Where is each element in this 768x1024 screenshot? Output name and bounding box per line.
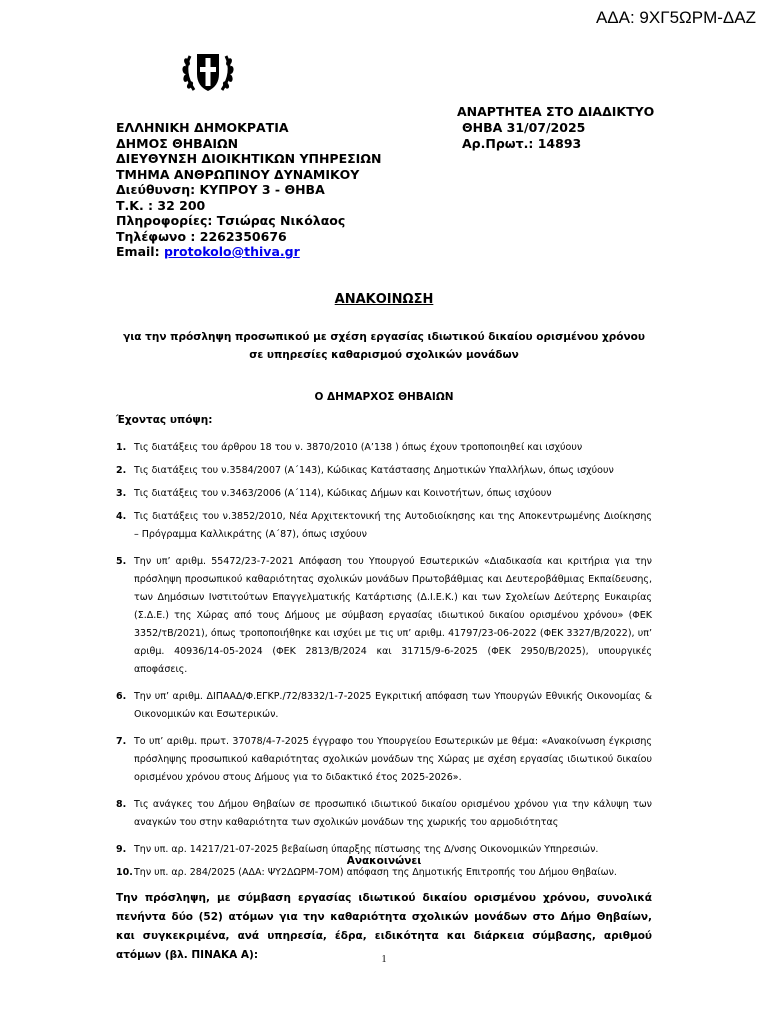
list-item-text: Την υπ. αρ. 14217/21-07-2025 βεβαίωση ύπαρξης πίστωσης της Δ/νσης Οικονομικών Υπηρεσιών. — [134, 844, 599, 855]
list-item-number: 8. — [116, 799, 127, 810]
list-item — [116, 508, 652, 544]
announces-heading: Ανακοινώνει — [346, 855, 422, 867]
list-item — [116, 796, 652, 832]
list-item — [116, 485, 652, 503]
list-item-text: Την υπ’ αριθμ. ΔΙΠΑΑΔ/Φ.ΕΓΚΡ./72/8332/1-7-2025 Εγκριτική απόφαση των Υπουργών Εθνικής Οικονομίας & Οικονομικών και Εσωτερικών. — [134, 691, 652, 720]
list-item — [116, 688, 652, 724]
posting-info — [457, 104, 654, 152]
list-item-text: Τις διατάξεις του ν.3463/2006 (Α΄114), Κώδικας Δήμων και Κοινοτήτων, όπως ισχύουν — [134, 488, 552, 499]
list-item-text: Τις διατάξεις του ν.3584/2007 (Α΄143), Κώδικας Κατάστασης Δημοτικών Υπαλλήλων, όπως ισχύουν — [134, 465, 614, 476]
posting-notice: ΑΝΑΡΤΗΤΕΑ ΣΤΟ ΔΙΑΔΙΚΤΥΟ — [457, 104, 655, 119]
coat-of-arms-icon — [180, 48, 236, 96]
header-contact-person: Πληροφορίες: Τσιώρας Νικόλαος — [116, 213, 346, 228]
list-item-number: 4. — [116, 511, 127, 522]
list-item — [116, 439, 652, 457]
ada-code: ΑΔΑ: 9ΧΓ5ΩΡΜ-ΔΑΖ — [595, 8, 756, 27]
header-email-line — [116, 244, 381, 260]
announcement-body: Την πρόσληψη, με σύμβαση εργασίας ιδιωτικού δικαίου ορισμένου χρόνου, συνολικά πενήντα δύο (52) ατόμων για την καθαριότητα σχολικών μονάδων στο Δήμο Θηβαίων, και συγκεκριμένα, ανά υπηρεσία, έδρα, ειδικότητα και διάρκεια σύμβασης, αριθμού ατόμων (βλ. ΠΙΝΑΚΑ Α): — [116, 892, 652, 961]
list-item — [116, 462, 652, 480]
issuer-heading: Ο ΔΗΜΑΡΧΟΣ ΘΗΒΑΙΩΝ — [314, 391, 454, 403]
considering-heading: Έχοντας υπόψη: — [116, 414, 213, 426]
header-department: ΤΜΗΜΑ ΑΝΘΡΩΠΙΝΟΥ ΔΥΝΑΜΙΚΟΥ — [116, 166, 360, 182]
page-number: 1 — [381, 954, 387, 965]
list-item-number: 2. — [116, 465, 127, 476]
sender-header — [116, 120, 381, 260]
document-subtitle: για την πρόσληψη προσωπικού με σχέση εργασίας ιδιωτικού δικαίου ορισμένου χρόνου σε υπηρεσίες καθαρισμού σχολικών μονάδων — [123, 331, 645, 361]
document-title: ΑΝΑΚΟΙΝΩΣΗ — [334, 292, 434, 307]
protocol-number: Αρ.Πρωτ.: 14893 — [462, 136, 582, 151]
email-label: Email: — [116, 244, 160, 259]
list-item-number: 9. — [116, 844, 127, 855]
list-item — [116, 733, 652, 787]
list-item-text: Το υπ’ αριθμ. πρωτ. 37078/4-7-2025 έγγραφο του Υπουργείου Εσωτερικών με θέμα: «Ανακοίνωση έγκρισης πρόσληψης προσωπικού καθαριότητας σχολικών μονάδων της Χώρας με σχέση εργασίας ιδιωτικού δικαίου ορισμένου χρόνου στους Δήμους για το διδακτικό έτος 2025-2026». — [134, 736, 652, 783]
list-item-number: 5. — [116, 556, 127, 567]
header-address: Διεύθυνση: ΚΥΠΡΟΥ 3 - ΘΗΒΑ — [116, 182, 325, 197]
header-municipality: ΔΗΜΟΣ ΘΗΒΑΙΩΝ — [116, 135, 239, 151]
list-item — [116, 553, 652, 679]
list-item-number: 10. — [116, 867, 133, 878]
email-link[interactable]: protokolo@thiva.gr — [163, 244, 300, 259]
header-postal-code: Τ.Κ. : 32 200 — [116, 197, 206, 213]
list-item-text: Την υπ’ αριθμ. 55472/23-7-2021 Απόφαση του Υπουργού Εσωτερικών «Διαδικασία και κριτήρια για την πρόσληψη προσωπικού καθαριότητας σχολικών μονάδων Πρωτοβάθμιας και Δευτεροβάθμιας Εκπαίδευσης, των Δημόσιων Ινστιτούτων Επαγγελματικής Κατάρτισης (Δ.Ι.Ε.Κ.) και των Σχολείων Δεύτερης Ευκαιρίας (Σ.Δ.Ε.) της Χώρας από τους Δήμους με σύμβαση εργασίας ιδιωτικού δικαίου ορισμένου χρόνου» (ΦΕΚ 3352/τΒ/2021), όπως τροποποιήθηκε και ισχύει με τις υπ’ αριθμ. 41797/23-06-2022 (ΦΕΚ 3327/Β/2022), υπ’ αριθμ. 40936/14-05-2024 (ΦΕΚ 2813/Β/2024 και 31715/9-6-2025 (ΦΕΚ 2950/Β/2025), υπουργικές αποφάσεις. — [134, 556, 652, 675]
list-item-number: 1. — [116, 442, 127, 453]
header-phone: Τηλέφωνο : 2262350676 — [116, 228, 287, 244]
list-item-number: 6. — [116, 691, 127, 702]
list-item-number: 7. — [116, 736, 127, 747]
considerations-list — [116, 439, 652, 882]
header-republic: ΕΛΛΗΝΙΚΗ ΔΗΜΟΚΡΑΤΙΑ — [116, 120, 289, 135]
list-item-text: Τις διατάξεις του ν.3852/2010, Νέα Αρχιτεκτονική της Αυτοδιοίκησης και της Αποκεντρωμένης Διοίκησης – Πρόγραμμα Καλλικράτης (Α΄87), όπως ισχύουν — [134, 511, 652, 540]
list-item-text: Τις διατάξεις του άρθρου 18 του ν. 3870/2010 (Α’138 ) όπως έχουν τροποποιηθεί και ισχύουν — [134, 442, 583, 453]
header-directorate: ΔΙΕΥΘΥΝΣΗ ΔΙΟΙΚΗΤΙΚΩΝ ΥΠΗΡΕΣΙΩΝ — [116, 151, 382, 166]
list-item-text: Τις ανάγκες του Δήμου Θηβαίων σε προσωπικό ιδιωτικού δικαίου ορισμένου χρόνου για την κάλυψη των αναγκών του στην καθαριότητα των σχολικών μονάδων της χωρικής του αρμοδιότητας — [134, 799, 652, 828]
list-item-text: Την υπ. αρ. 284/2025 (ΑΔΑ: ΨΥ2ΔΩΡΜ-7ΟΜ) απόφαση της Δημοτικής Επιτροπής του Δήμου Θηβαίων. — [134, 867, 617, 878]
posting-date: ΘΗΒΑ 31/07/2025 — [462, 120, 586, 135]
list-item-number: 3. — [116, 488, 127, 499]
